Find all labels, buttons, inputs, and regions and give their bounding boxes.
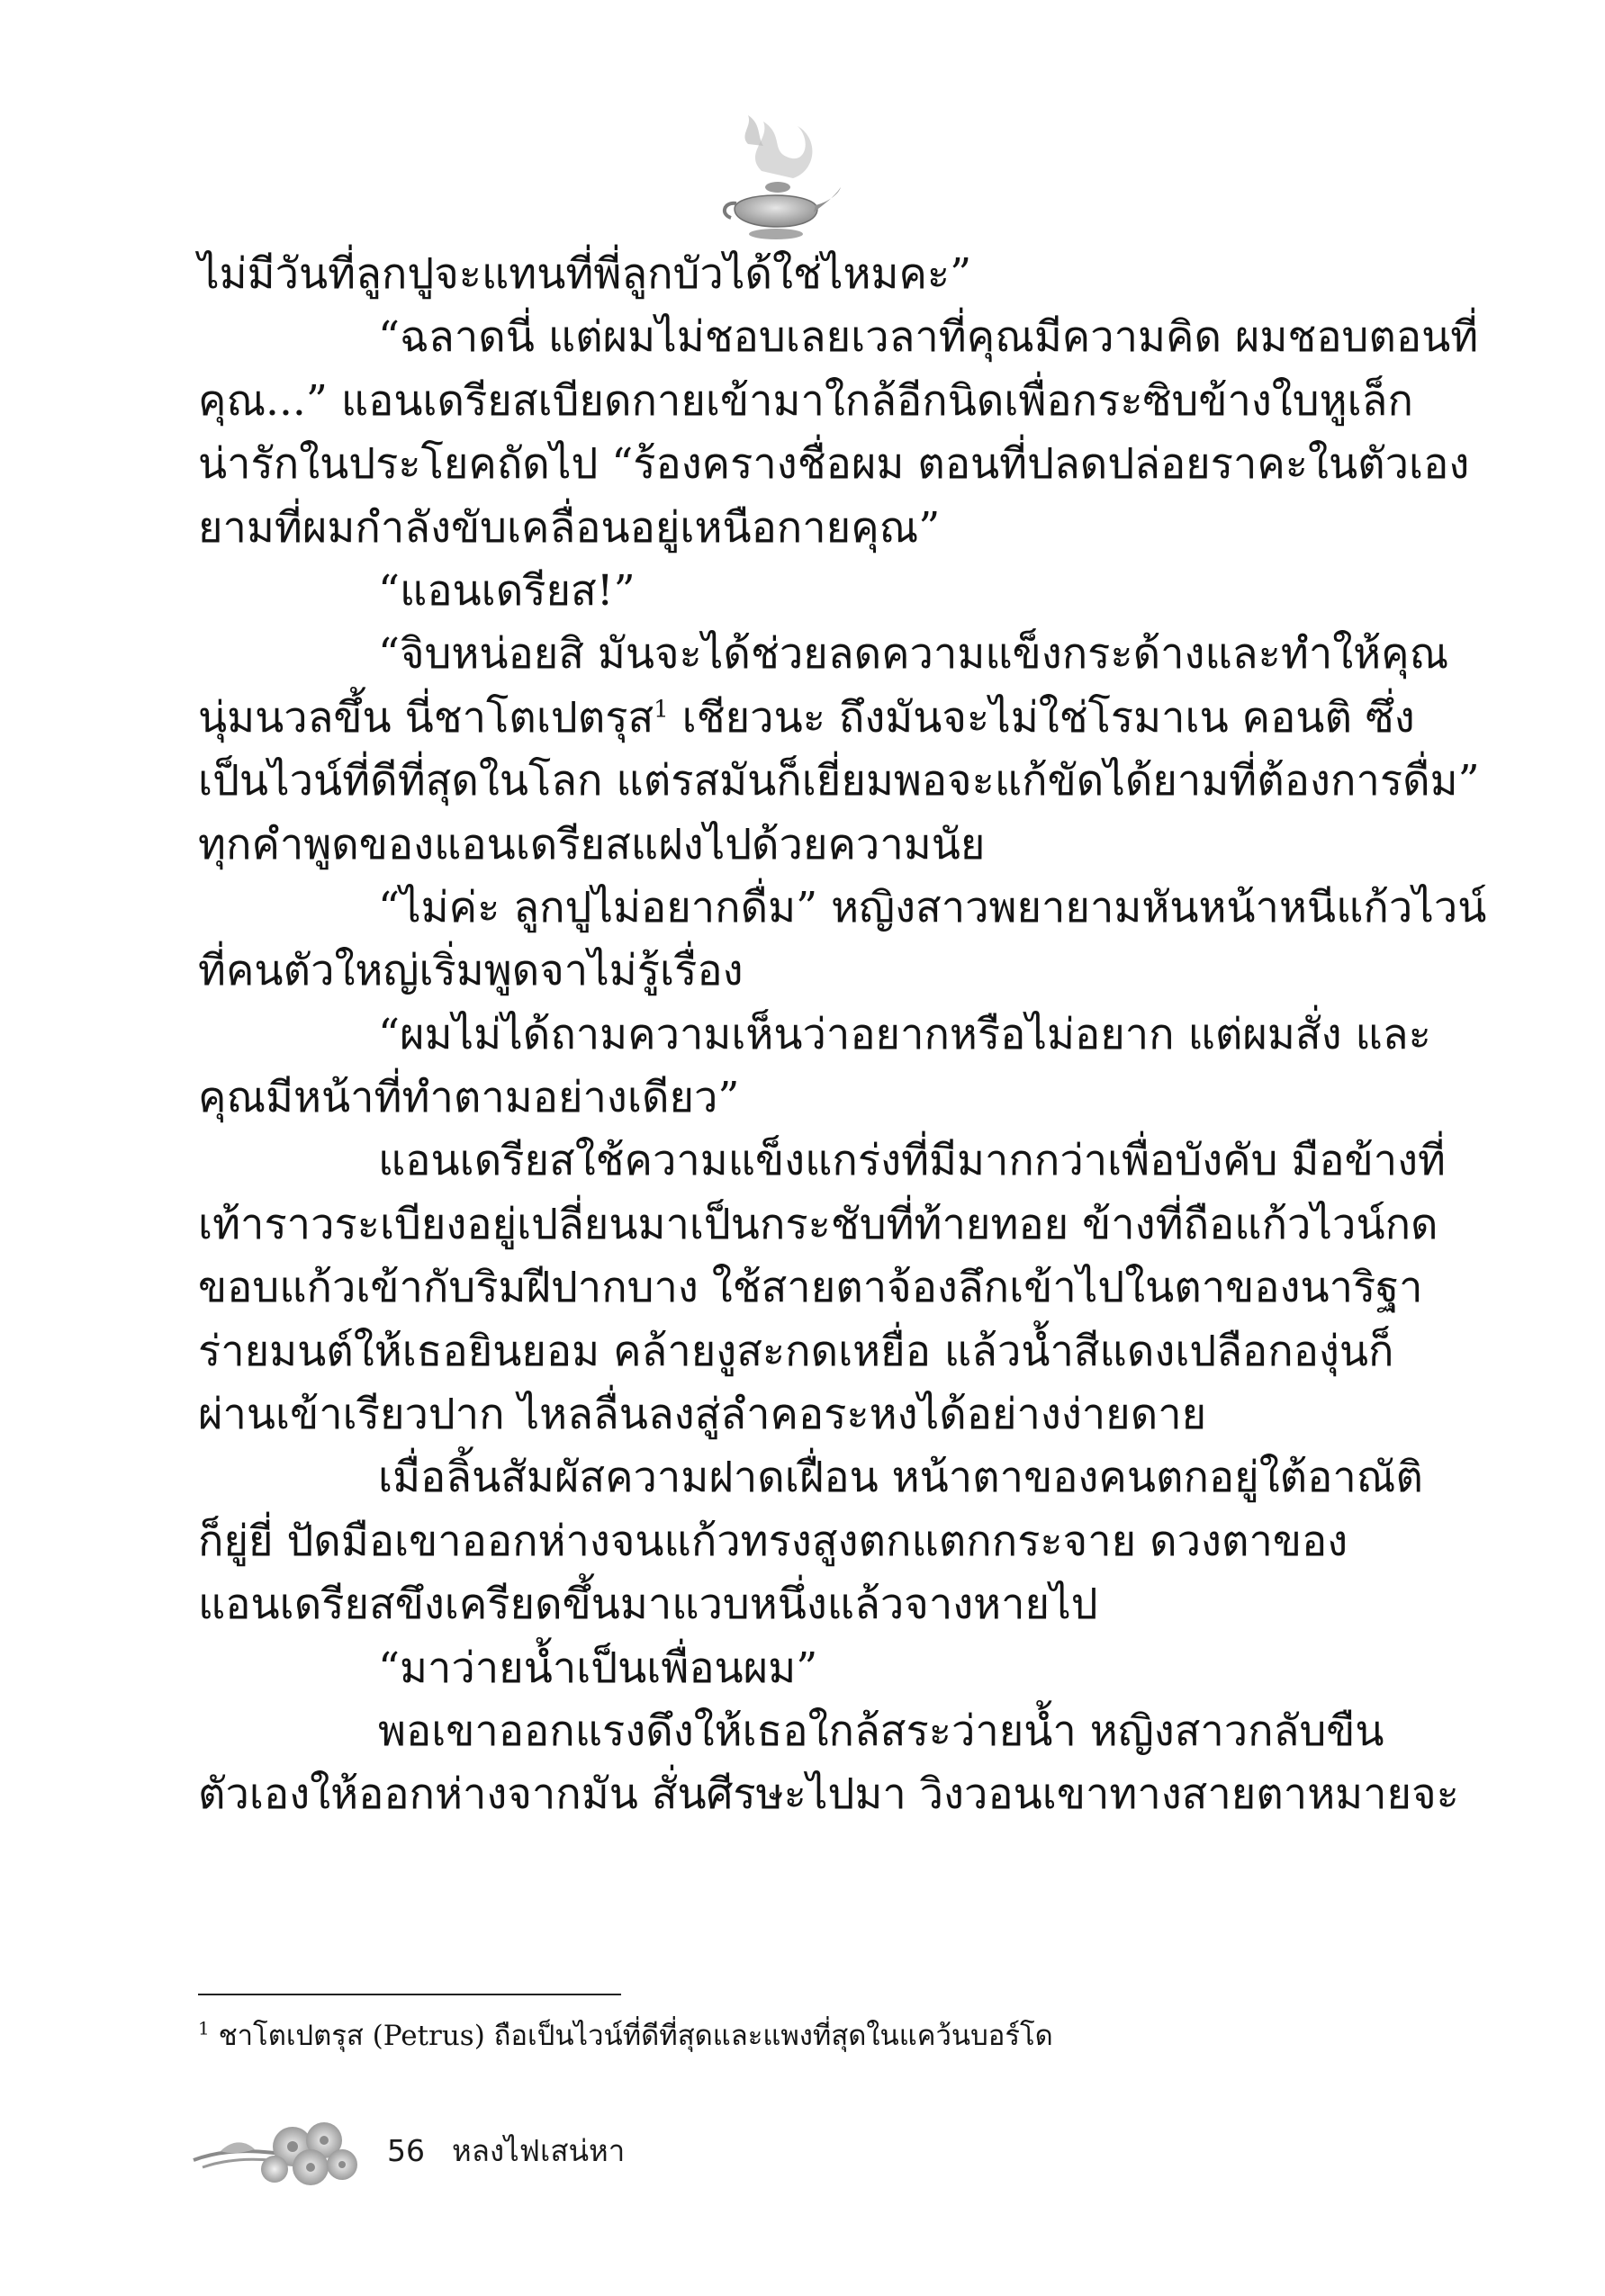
text-line: แอนเดรียสใช้ความแข็งแกร่งที่มีมากกว่าเพื่อบังคับ มือข้างที่ (378, 1136, 1447, 1186)
text-line-with-footnote (198, 687, 1415, 750)
text-line: ขอบแก้วเข้ากับริมฝีปากบาง ใช้สายตาจ้องลึกเข้าไปในตาของนาริฐา (198, 1263, 1423, 1313)
text-line: ทุกคำพูดของแอนเดรียสแฝงไปด้วยความนัย (198, 819, 986, 869)
text-line: คุณมีหน้าที่ทำตามอย่างเดียว” (198, 1073, 740, 1123)
text-line: ไม่มีวันที่ลูกปูจะแทนที่พี่ลูกบัวได้ใช่ไหมคะ” (198, 249, 972, 299)
text-line: พอเขาออกแรงดึงให้เธอใกล้สระว่ายน้ำ หญิงสาวกลับขืน (378, 1706, 1384, 1756)
genie-lamp-icon (708, 108, 843, 252)
text-fragment: เชียวนะ ถึงมันจะไม่ใช่โรมาเน คอนติ ซึ่ง (681, 692, 1415, 743)
text-line: “จิบหน่อยสิ มันจะได้ช่วยลดความแข็งกระด้างและทำให้คุณ (378, 629, 1449, 680)
text-line: ก็ยู่ยี่ ปัดมือเขาออกห่างจนแก้วทรงสูงตกแตกกระจาย ดวงตาของ (198, 1516, 1348, 1566)
text-line: ที่คนตัวใหญ่เริ่มพูดจาไม่รู้เรื่อง (198, 946, 744, 996)
text-line: ยามที่ผมกำลังขับเคลื่อนอยู่เหนือกายคุณ” (198, 502, 941, 553)
text-line: เป็นไวน์ที่ดีที่สุดในโลก แต่รสมันก็เยี่ยมพอจะแก้ขัดได้ยามที่ต้องการดื่ม” (198, 756, 1480, 806)
text-line: คุณ...” แอนเดรียสเบียดกายเข้ามาใกล้อีกนิดเพื่อกระซิบข้างใบหูเล็ก (198, 375, 1413, 426)
footnote-text: ชาโตเปตรุส (Petrus) ถือเป็นไวน์ที่ดีที่สุดและแพงที่สุดในแคว้นบอร์โด (218, 2020, 1053, 2052)
text-line: “แอนเดรียส!” (378, 565, 636, 616)
footnote (198, 2018, 1332, 2054)
text-line: ตัวเองให้ออกห่างจากมัน สั่นศีรษะไปมา วิงวอนเขาทางสายตาหมายจะ (198, 1769, 1459, 1820)
text-line: “ฉลาดนี่ แต่ผมไม่ชอบเลยเวลาที่คุณมีความคิด ผมชอบตอนที่ (378, 312, 1479, 363)
text-line: ร่ายมนต์ให้เธอยินยอม คล้ายงูสะกดเหยื่อ แล้วน้ำสีแดงเปลือกองุ่นก็ (198, 1326, 1394, 1376)
text-line: “ผมไม่ได้ถามความเห็นว่าอยากหรือไม่อยาก แต่ผมสั่ง และ (378, 1009, 1431, 1059)
text-fragment: นุ่มนวลขึ้น นี่ชาโตเปตรุส (198, 692, 654, 743)
text-line: “มาว่ายน้ำเป็นเพื่อนผม” (378, 1643, 818, 1693)
footnote-marker: 1 (654, 696, 669, 724)
page-number: 56 (387, 2133, 425, 2168)
text-line: แอนเดรียสขึงเครียดขึ้นมาแวบหนึ่งแล้วจางหายไป (198, 1580, 1098, 1630)
text-line: เท้าราวระเบียงอยู่เปลี่ยนมาเป็นกระชับที่ท้ายทอย ข้างที่ถือแก้วไวน์กด (198, 1199, 1438, 1249)
footnote-divider (198, 1994, 621, 1995)
flower-bouquet-icon (185, 2097, 365, 2196)
text-line: เมื่อลิ้นสัมผัสความฝาดเฝื่อน หน้าตาของคนตกอยู่ใต้อาณัติ (378, 1453, 1423, 1503)
text-line: ผ่านเข้าเรียวปาก ไหลลื่นลงสู่ลำคอระหงได้อย่างง่ายดาย (198, 1390, 1207, 1440)
text-line: น่ารักในประโยคถัดไป “ร้องครางชื่อผม ตอนที่ปลดปล่อยราคะในตัวเอง (198, 439, 1470, 490)
text-line: “ไม่ค่ะ ลูกปูไม่อยากดื่ม” หญิงสาวพยายามหันหน้าหนีแก้วไวน์ (378, 882, 1487, 932)
page-footer (387, 2133, 625, 2169)
footnote-number: 1 (198, 2017, 210, 2039)
body-text (198, 243, 1487, 1827)
book-title: หลงไฟเสน่หา (452, 2133, 626, 2168)
